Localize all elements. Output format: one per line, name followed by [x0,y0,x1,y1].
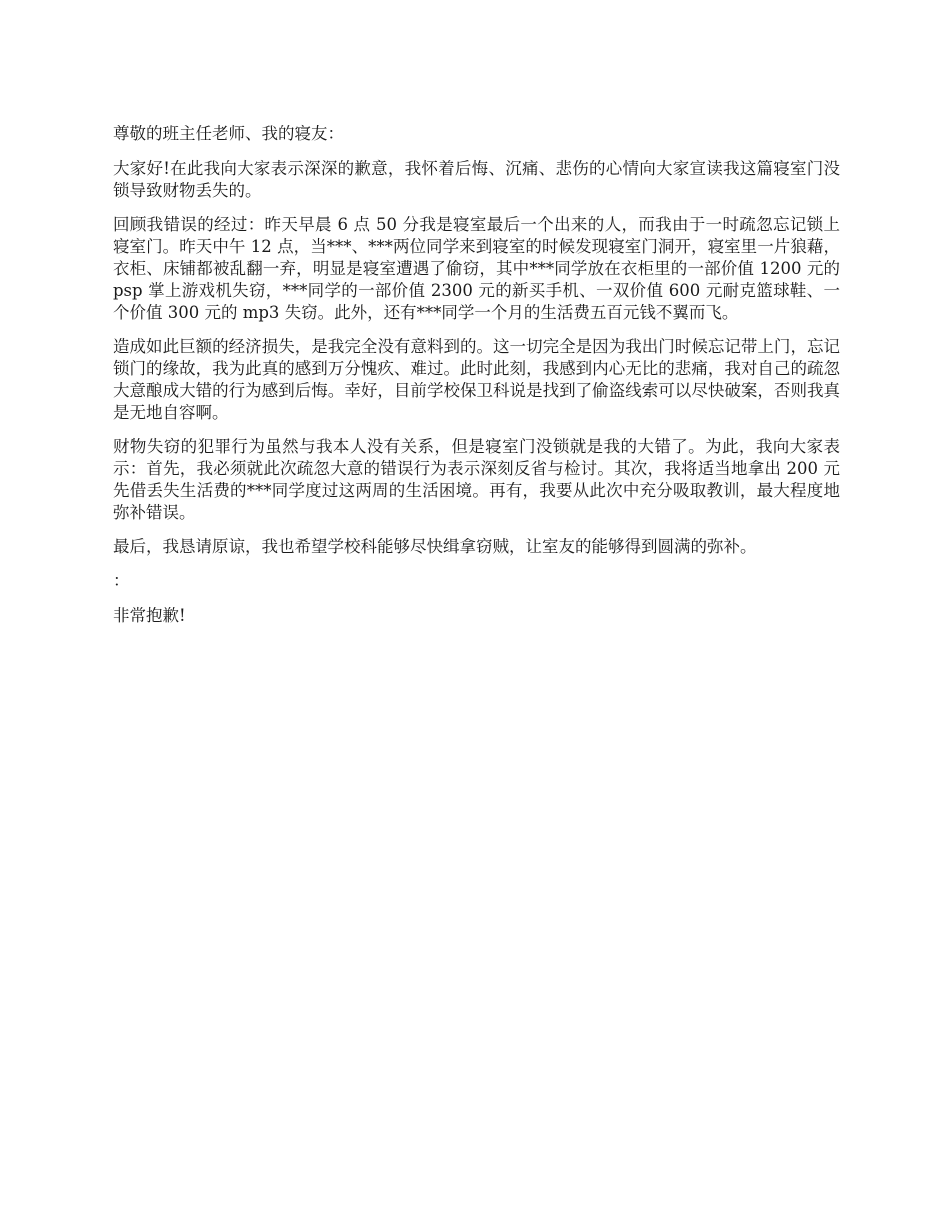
colon-line: ： [113,571,130,590]
paragraph-conclusion: 最后，我恳请原谅，我也希望学校科能够尽快缉拿窃贼，让室友的能够得到圆满的弥补。 [113,537,757,556]
paragraph-incident: 回顾我错误的经过：昨天早晨 6 点 50 分我是寝室最后一个出来的人，而我由于一时疏忽忘记锁上寝室门。昨天中午 12 点，当***、***两位同学来到寝室的时候发现寝室门洞开，寝室里一片狼藉，衣柜、床铺都被乱翻一弃，明显是寝室遭遇了偷窃，其中***同学放在衣柜里的一部价值 1200 元的 psp 掌上游戏机失窃，***同学的一部价值 2300 元的新买手机、一双价值 600 元耐克篮球鞋、一个价值 300 元的 mp3 失窃。此外，还有***同学一个月的生活费五百元钱不翼而飞。 [113,215,840,322]
paragraph-regret: 造成如此巨额的经济损失，是我完全没有意料到的。这一切完全是因为我出门时候忘记带上门，忘记锁门的缘故，我为此真的感到万分愧疚、难过。此时此刻，我感到内心无比的悲痛，我对自己的疏忽大意酿成大错的行为感到后悔。幸好，目前学校保卫科说是找到了偷盗线索可以尽快破案，否则我真是无地自容啊。 [113,337,840,422]
closing: 非常抱歉! [113,606,186,625]
salutation: 尊敬的班主任老师、我的寝友： [113,124,344,143]
paragraph-remedy: 财物失窃的犯罪行为虽然与我本人没有关系，但是寝室门没锁就是我的大错了。为此，我向大家表示：首先，我必须就此次疏忽大意的错误行为表示深刻反省与检讨。其次，我将适当地拿出 200 元先借丢失生活费的***同学度过这两周的生活困境。再有，我要从此次中充分吸取教训，最大程度地弥补错误。 [113,437,840,522]
paragraph-greeting: 大家好!在此我向大家表示深深的歉意，我怀着后悔、沉痛、悲伤的心情向大家宣读我这篇寝室门没锁导致财物丢失的。 [113,159,840,200]
letter-body [113,123,840,639]
